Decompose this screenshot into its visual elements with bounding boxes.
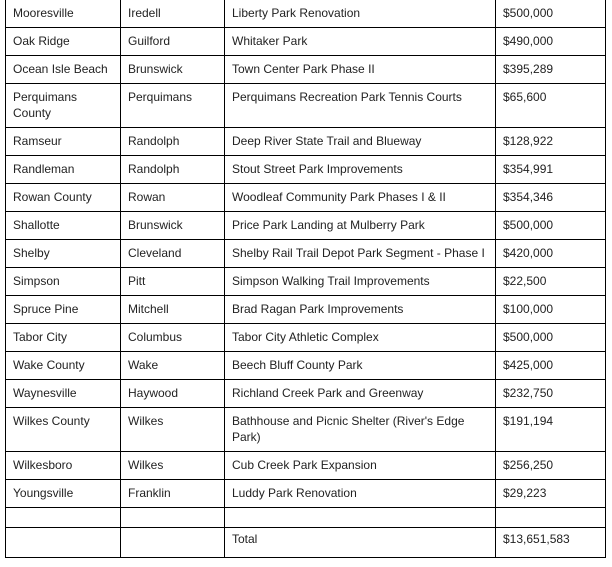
amount-cell: $425,000	[496, 352, 606, 380]
empty-cell	[496, 508, 606, 528]
project-cell: Bathhouse and Picnic Shelter (River's Edge Park)	[225, 408, 496, 452]
amount-cell: $490,000	[496, 28, 606, 56]
municipality-cell: Ramseur	[6, 128, 121, 156]
table-row	[6, 352, 606, 380]
amount-cell: $232,750	[496, 380, 606, 408]
project-cell: Simpson Walking Trail Improvements	[225, 268, 496, 296]
amount-cell: $500,000	[496, 0, 606, 28]
amount-cell: $100,000	[496, 296, 606, 324]
empty-cell	[225, 508, 496, 528]
project-cell: Cub Creek Park Expansion	[225, 452, 496, 480]
county-cell: Perquimans	[121, 84, 225, 128]
grants-table	[5, 0, 606, 558]
table-row	[6, 268, 606, 296]
table-row	[6, 184, 606, 212]
table-row	[6, 324, 606, 352]
municipality-cell: Perquimans County	[6, 84, 121, 128]
county-cell: Rowan	[121, 184, 225, 212]
table-row	[6, 128, 606, 156]
project-cell: Whitaker Park	[225, 28, 496, 56]
amount-cell: $500,000	[496, 324, 606, 352]
municipality-cell: Shallotte	[6, 212, 121, 240]
empty-cell	[121, 508, 225, 528]
amount-cell: $354,346	[496, 184, 606, 212]
table-row	[6, 28, 606, 56]
municipality-cell: Tabor City	[6, 324, 121, 352]
total-row	[6, 528, 606, 558]
amount-cell: $395,289	[496, 56, 606, 84]
empty-cell	[121, 528, 225, 558]
table-row	[6, 212, 606, 240]
county-cell: Columbus	[121, 324, 225, 352]
municipality-cell: Youngsville	[6, 480, 121, 508]
project-cell: Shelby Rail Trail Depot Park Segment - Phase I	[225, 240, 496, 268]
project-cell: Richland Creek Park and Greenway	[225, 380, 496, 408]
county-cell: Wilkes	[121, 408, 225, 452]
total-label: Total	[225, 528, 496, 558]
municipality-cell: Rowan County	[6, 184, 121, 212]
table-row	[6, 480, 606, 508]
amount-cell: $420,000	[496, 240, 606, 268]
county-cell: Franklin	[121, 480, 225, 508]
empty-row	[6, 508, 606, 528]
municipality-cell: Waynesville	[6, 380, 121, 408]
amount-cell: $500,000	[496, 212, 606, 240]
county-cell: Wake	[121, 352, 225, 380]
total-amount: $13,651,583	[496, 528, 606, 558]
county-cell: Randolph	[121, 128, 225, 156]
county-cell: Mitchell	[121, 296, 225, 324]
municipality-cell: Oak Ridge	[6, 28, 121, 56]
table-row	[6, 0, 606, 28]
municipality-cell: Wake County	[6, 352, 121, 380]
table-row	[6, 452, 606, 480]
amount-cell: $29,223	[496, 480, 606, 508]
table-row	[6, 240, 606, 268]
county-cell: Brunswick	[121, 56, 225, 84]
amount-cell: $65,600	[496, 84, 606, 128]
amount-cell: $128,922	[496, 128, 606, 156]
project-cell: Price Park Landing at Mulberry Park	[225, 212, 496, 240]
project-cell: Tabor City Athletic Complex	[225, 324, 496, 352]
project-cell: Brad Ragan Park Improvements	[225, 296, 496, 324]
empty-cell	[6, 528, 121, 558]
project-cell: Beech Bluff County Park	[225, 352, 496, 380]
county-cell: Iredell	[121, 0, 225, 28]
municipality-cell: Ocean Isle Beach	[6, 56, 121, 84]
county-cell: Pitt	[121, 268, 225, 296]
table-row	[6, 380, 606, 408]
amount-cell: $191,194	[496, 408, 606, 452]
project-cell: Perquimans Recreation Park Tennis Courts	[225, 84, 496, 128]
project-cell: Stout Street Park Improvements	[225, 156, 496, 184]
amount-cell: $354,991	[496, 156, 606, 184]
project-cell: Woodleaf Community Park Phases I & II	[225, 184, 496, 212]
municipality-cell: Shelby	[6, 240, 121, 268]
table-row	[6, 408, 606, 452]
table-row	[6, 84, 606, 128]
county-cell: Guilford	[121, 28, 225, 56]
municipality-cell: Simpson	[6, 268, 121, 296]
project-cell: Liberty Park Renovation	[225, 0, 496, 28]
project-cell: Luddy Park Renovation	[225, 480, 496, 508]
amount-cell: $22,500	[496, 268, 606, 296]
empty-cell	[6, 508, 121, 528]
project-cell: Deep River State Trail and Blueway	[225, 128, 496, 156]
county-cell: Randolph	[121, 156, 225, 184]
municipality-cell: Spruce Pine	[6, 296, 121, 324]
municipality-cell: Wilkesboro	[6, 452, 121, 480]
county-cell: Wilkes	[121, 452, 225, 480]
project-cell: Town Center Park Phase II	[225, 56, 496, 84]
county-cell: Haywood	[121, 380, 225, 408]
table-row	[6, 156, 606, 184]
table-row	[6, 56, 606, 84]
table-row	[6, 296, 606, 324]
municipality-cell: Randleman	[6, 156, 121, 184]
municipality-cell: Wilkes County	[6, 408, 121, 452]
county-cell: Brunswick	[121, 212, 225, 240]
amount-cell: $256,250	[496, 452, 606, 480]
municipality-cell: Mooresville	[6, 0, 121, 28]
county-cell: Cleveland	[121, 240, 225, 268]
